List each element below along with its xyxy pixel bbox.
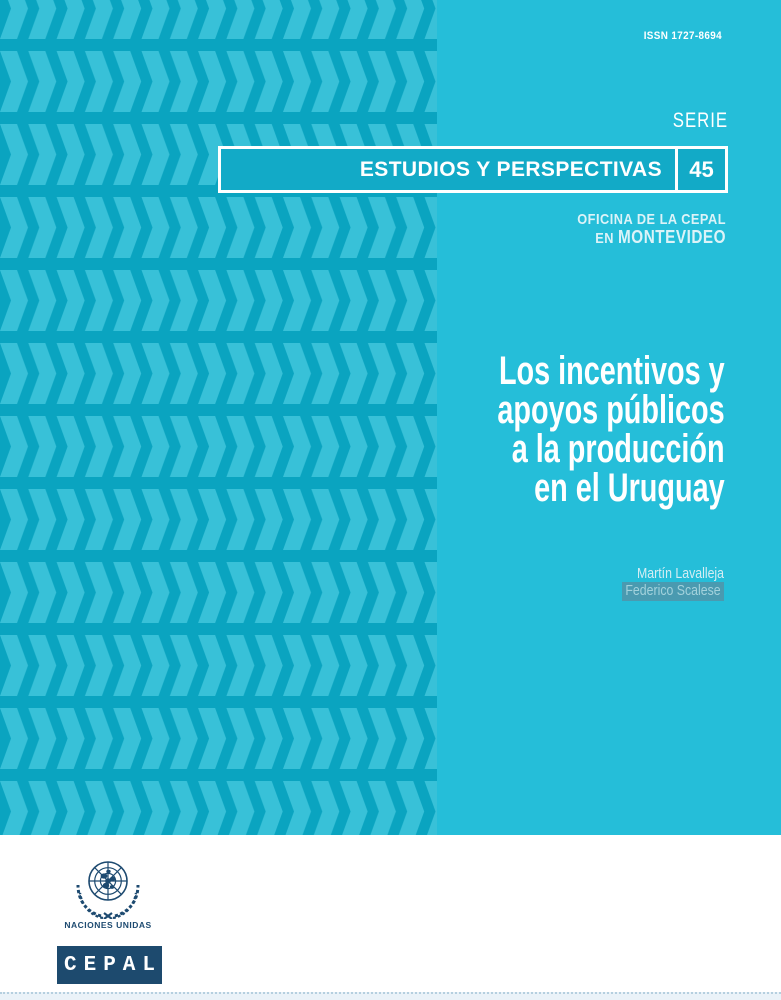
cepal-logo-text: CEPAL — [64, 953, 163, 977]
title-line-1: Los incentivos y — [499, 349, 725, 393]
authors-block — [622, 566, 724, 600]
cepal-logo — [57, 946, 162, 984]
footer — [0, 835, 781, 1000]
serie-label: SERIE — [672, 109, 728, 132]
publication-title — [497, 349, 725, 510]
title-line-4: en el Uruguay — [534, 466, 725, 510]
series-name: ESTUDIOS Y PERSPECTIVAS — [359, 157, 662, 181]
author-second-selected-text[interactable]: Federico Scalese — [622, 582, 724, 601]
chevron-pattern — [0, 0, 437, 835]
issn-number: ISSN 1727-8694 — [643, 30, 722, 42]
bottom-divider-strip — [0, 992, 781, 1000]
title-line-3: a la producción — [512, 427, 725, 471]
author-first: Martín Lavalleja — [636, 566, 724, 582]
pattern-chevrons-rect — [0, 0, 437, 835]
office-line2 — [577, 228, 726, 248]
office-line1: OFICINA DE LA CEPAL — [577, 211, 726, 228]
author-second — [622, 583, 724, 600]
office-line2-city: MONTEVIDEO — [618, 227, 726, 247]
series-title-box — [218, 146, 728, 193]
series-number: 45 — [689, 156, 714, 182]
un-emblem-icon — [70, 857, 146, 919]
office-block — [577, 211, 726, 248]
office-line2-prefix: EN — [595, 230, 614, 247]
title-line-2: apoyos públicos — [497, 388, 725, 432]
naciones-unidas-label: NACIONES UNIDAS — [64, 920, 152, 930]
